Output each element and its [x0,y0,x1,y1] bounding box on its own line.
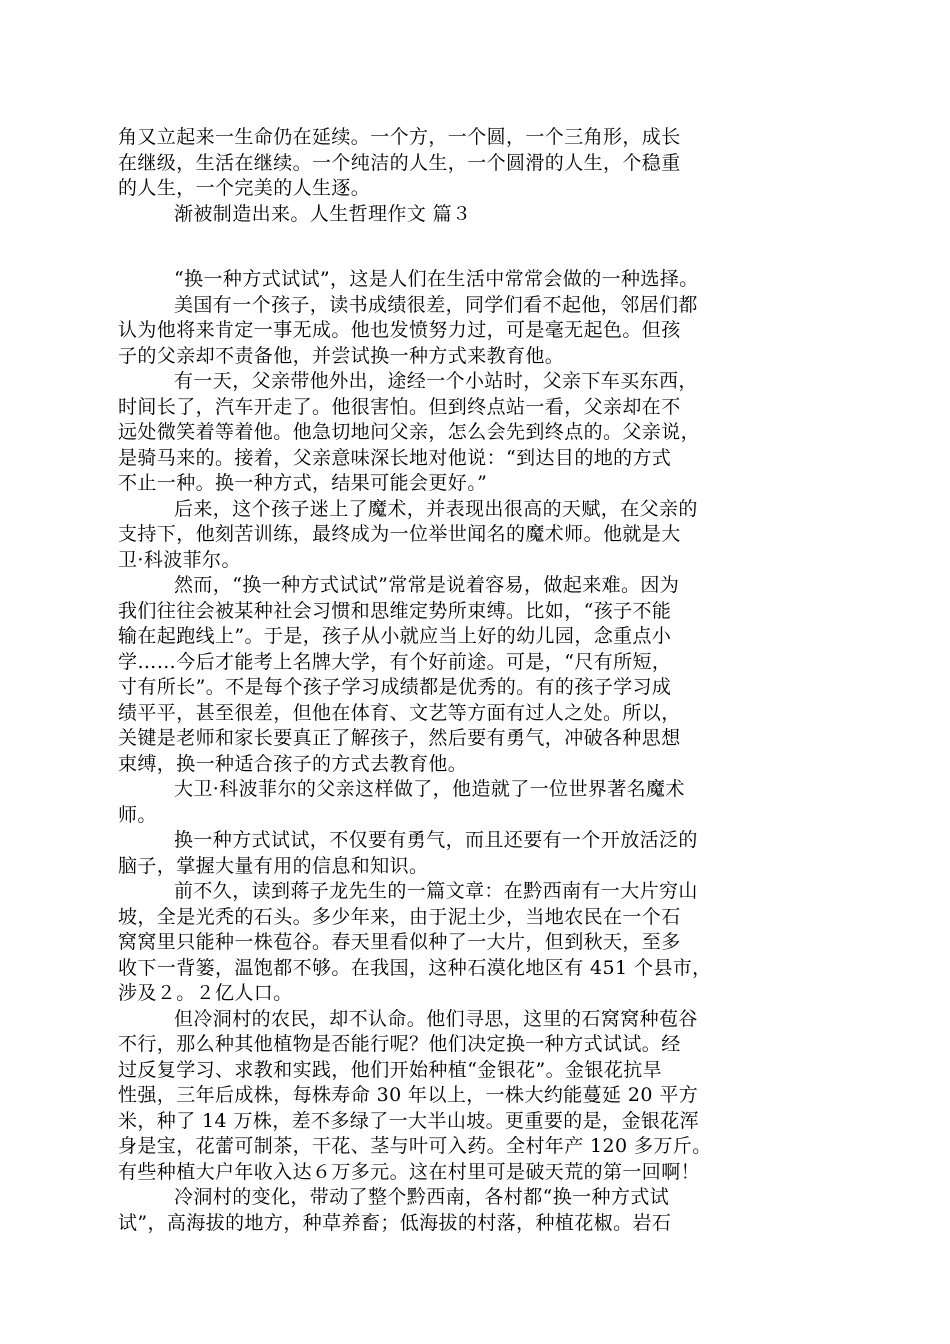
section-heading: 渐被制造出来。人生哲理作文 篇３ [174,202,472,225]
paragraph-first-line: 有一天，父亲带他外出，途经一个小站时，父亲下车买东西， [174,370,698,392]
text-line: 师。 [118,803,157,826]
paragraph-first-line: “换一种方式试试”，这是人们在生活中常常会做的一种选择。 [174,268,699,290]
text-line: 是骑马来的。接着，父亲意味深长地对他说：“到达目的地的方式 [118,446,672,469]
paragraph-first-line: 大卫·科波菲尔的父亲这样做了，他造就了一位世界著名魔术 [174,778,685,800]
text-line: 绩平平，甚至很差，但他在体育、文艺等方面有过人之处。所以， [118,701,681,724]
text-line: 输在起跑线上”。于是，孩子从小就应当上好的幼儿园，念重点小 [118,625,672,647]
text-line: 寸有所长”。不是每个孩子学习成绩都是优秀的。有的孩子学习成 [118,676,672,698]
paragraph-first-line: 然而，“换一种方式试试”常常是说着容易，做起来难。因为 [174,574,680,596]
text-line: 收下一背篓，温饱都不够。在我国，这种石漠化地区有 451 个县市， [118,956,712,979]
text-line: 子的父亲却不责备他，并尝试换一种方式来教育他。 [118,344,565,367]
main-article-body [118,267,818,1236]
text-line: 窝窝里只能种一株苞谷。春天里看似种了一大片，但到秋天，至多 [118,931,681,953]
text-line: 支持下，他刻苦训练，最终成为一位举世闻名的魔术师。他就是大 [118,523,681,545]
text-line: 卫·科波菲尔。 [118,548,241,571]
text-line: 涉及２。２亿人口。 [118,982,293,1004]
text-line: 我们往往会被某种社会习惯和思维定势所束缚。比如，“孩子不能 [118,599,672,622]
text-line: 认为他将来肯定一事无成。他也发愤努力过，可是毫无起色。但孩 [118,319,681,341]
text-line: 坡，全是光秃的石头。多少年来，由于泥土少，当地农民在一个石 [118,905,681,928]
paragraph-first-line: 换一种方式试试，不仅要有勇气，而且还要有一个开放活泛的 [174,829,698,851]
text-line: 的人生，一个完美的人生逐。 [118,177,371,199]
text-line: 有些种植大户年收入达６万多元。这在村里可是破天荒的第一回啊！ [118,1160,701,1183]
text-line: 在继级，生活在继续。一个纯洁的人生，一个圆滑的人生，个稳重 [118,151,681,174]
text-line: 不止一种。换一种方式，结果可能会更好。” [118,472,488,494]
text-line: 关键是老师和家长要真正了解孩子，然后要有勇气，冲破各种思想 [118,727,681,749]
paragraph-first-line: 冷洞村的变化，带动了整个黔西南，各村都“换一种方式试 [174,1186,670,1208]
text-line: 身是宝，花蕾可制茶，干花、茎与叶可入药。全村年产 120 多万斤。 [118,1135,712,1157]
text-line: 学……今后才能考上名牌大学，有个好前途。可是，“尺有所短， [118,650,672,673]
text-line: 时间长了，汽车开走了。他很害怕。但到终点站一看，父亲却在不 [118,395,681,418]
paragraph-first-line: 但冷洞村的农民，却不认命。他们寻思，这里的石窝窝种苞谷 [174,1007,698,1030]
text-line: 远处微笑着等着他。他急切地问父亲，怎么会先到终点的。父亲说， [118,421,701,443]
top-paragraph-block [118,125,818,227]
text-line: 试”，高海拔的地方，种草养畜；低海拔的村落，种植花椒。岩石 [118,1211,672,1234]
paragraph-first-line: 美国有一个孩子，读书成绩很差，同学们看不起他，邻居们都 [174,293,698,316]
text-line: 脑子，掌握大量有用的信息和知识。 [118,854,429,877]
text-line: 不行，那么种其他植物是否能行呢？他们决定换一种方式试试。经 [118,1033,681,1055]
text-line: 米，种了 14 万株，差不多绿了一大半山坡。更重要的是，金银花浑 [118,1109,700,1132]
text-line: 角又立起来一生命仍在延续。一个方，一个圆，一个三角形，成长 [118,126,681,148]
text-line: 过反复学习、求教和实践，他们开始种植“金银花”。金银花抗旱 [118,1058,663,1081]
text-line: 性强，三年后成株，每株寿命 30 年以上，一株大约能蔓延 20 平方 [118,1084,699,1106]
paragraph-first-line: 前不久，读到蒋子龙先生的一篇文章：在黔西南有一大片穷山 [174,880,698,902]
paragraph-first-line: 后来，这个孩子迷上了魔术，并表现出很高的天赋，在父亲的 [174,497,698,520]
text-line: 束缚，换一种适合孩子的方式去教育他。 [118,752,468,775]
